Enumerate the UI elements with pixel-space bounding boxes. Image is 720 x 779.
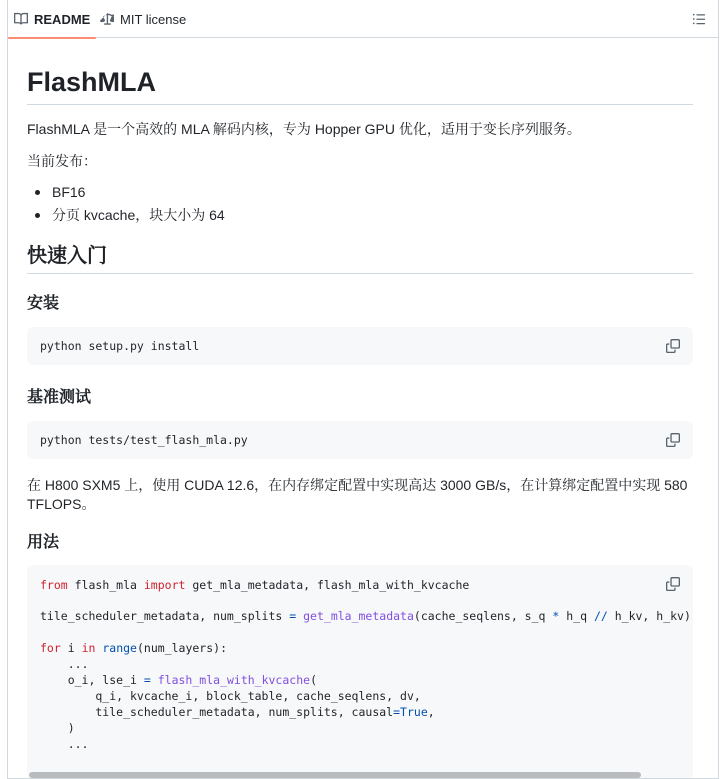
benchmark-code-block [27,421,693,459]
list-item: BF16 [27,181,225,204]
tab-readme[interactable] [14,0,90,38]
tab-license-label: MIT license [120,11,187,27]
readme-tab-bar [8,0,718,38]
copy-icon[interactable] [666,577,680,591]
install-heading: 安装 [27,295,60,312]
outline-list-icon[interactable] [692,12,706,26]
benchmark-result-line-1: 在 H800 SXM5 上，使用 CUDA 12.6，在内存绑定配置中实现高达 3000 GB/s，在计算绑定配置中实现 580 [27,477,688,493]
quick-start-heading: 快速入门 [27,245,107,267]
code-line-7: tile_scheduler_metadata, num_splits, causal=True, [40,705,435,719]
usage-heading: 用法 [27,534,60,551]
release-list [27,181,225,227]
benchmark-command: python tests/test_flash_mla.py [40,433,248,447]
code-line-2: tile_scheduler_metadata, num_splits = get_mla_metadata(cache_seqlens, s_q * h_q // h_kv, h_kv) [40,609,691,623]
code-horizontal-scrollbar[interactable] [27,771,693,779]
law-scale-icon [100,12,114,26]
list-item: 分页 kvcache，块大小为 64 [27,204,225,227]
install-code-block [27,327,693,365]
readme-panel [7,0,719,779]
usage-code-block [27,565,693,779]
code-line-6: q_i, kvcache_i, block_table, cache_seqlens, dv, [40,689,421,703]
quick-start-divider [27,273,693,274]
intro-text: FlashMLA 是一个高效的 MLA 解码内核，专为 Hopper GPU 优化，适用于变长序列服务。 [27,121,581,137]
tab-readme-label: README [34,11,91,27]
title-divider [27,104,693,105]
install-command: python setup.py install [40,339,200,353]
code-line-4: ... [40,657,89,671]
code-line-5: o_i, lse_i = flash_mla_with_kvcache( [40,673,317,687]
page-title: FlashMLA [27,67,157,97]
code-line-9: ... [40,737,89,751]
code-line-1: from flash_mla import get_mla_metadata, flash_mla_with_kvcache [40,578,470,592]
book-icon [14,12,28,26]
copy-icon[interactable] [666,339,680,353]
benchmark-heading: 基准测试 [27,389,92,406]
code-line-8: ) [40,721,75,735]
copy-icon[interactable] [666,433,680,447]
tab-license[interactable] [100,0,186,38]
code-line-3: for i in range(num_layers): [40,641,227,655]
benchmark-result-line-2: TFLOPS。 [27,496,96,512]
current-release-label: 当前发布： [27,153,97,169]
scrollbar-thumb[interactable] [29,772,641,778]
